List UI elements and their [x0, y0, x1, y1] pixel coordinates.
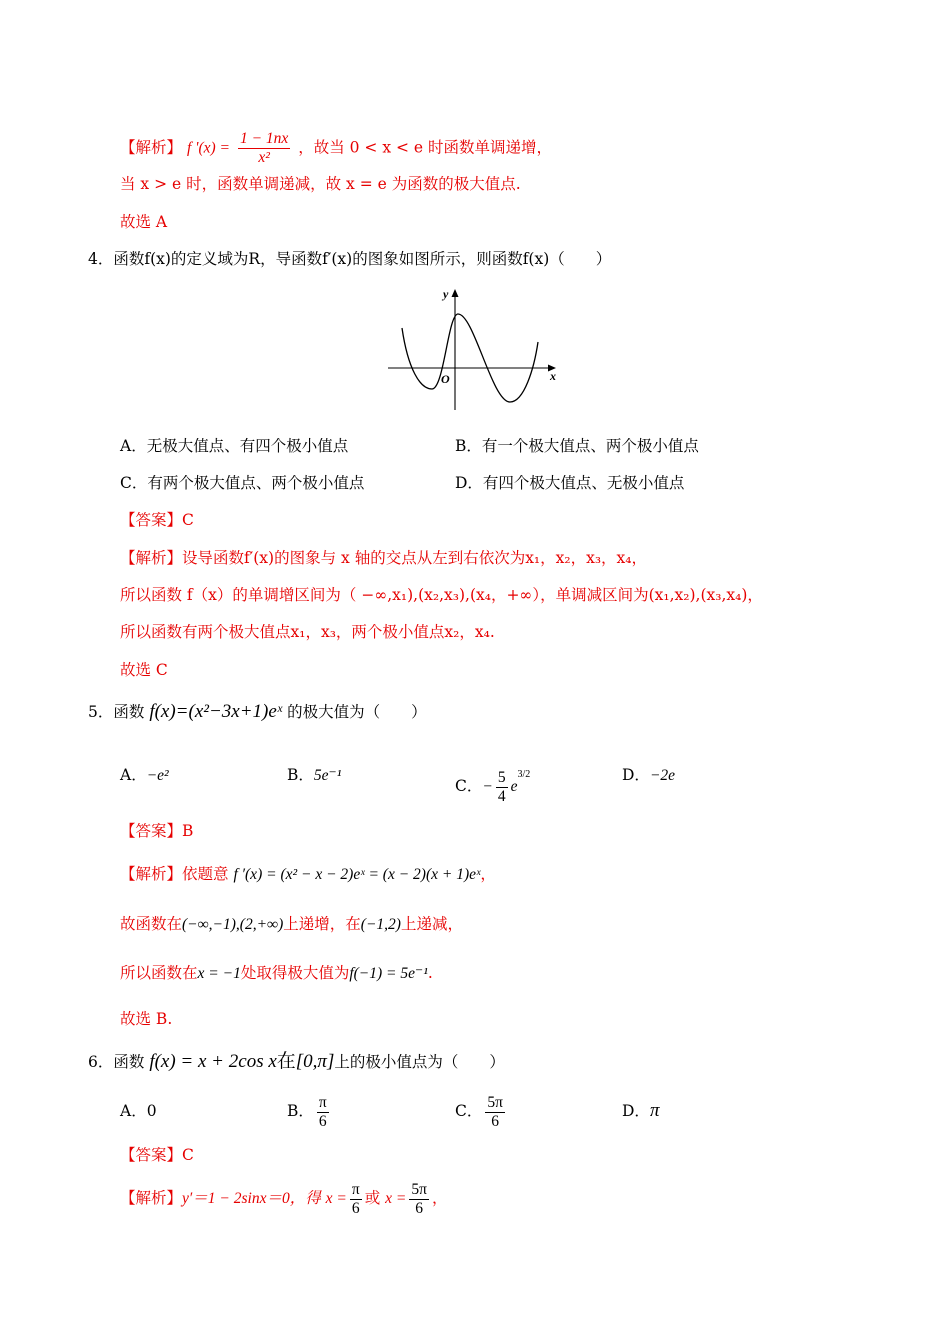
fraction-numerator: 5π — [487, 1093, 503, 1111]
option-value: −e² — [146, 767, 169, 784]
q5-conclusion: 故选 B. — [120, 1010, 173, 1028]
option-fraction — [317, 1094, 329, 1131]
fraction-numerator: π — [318, 1093, 327, 1111]
fraction-denominator: 6 — [491, 1112, 500, 1130]
fraction-denominator: x² — [258, 149, 270, 166]
option-label: C． — [455, 1102, 483, 1120]
root-var: x = — [325, 1190, 347, 1207]
y-label: y — [443, 287, 449, 301]
max-point: x = −1 — [197, 965, 241, 982]
x-label: x — [550, 369, 556, 383]
q4-option-c[interactable]: C．有两个极大值点、两个极小值点 — [120, 474, 365, 492]
derivative-formula: f ′(x) = (x² − x − 2)eˣ = (x − 2)(x + 1)eˣ — [233, 866, 481, 883]
option-label: D． — [622, 1102, 650, 1120]
q5-stem-tail: 的极大值为（ ） — [287, 703, 427, 721]
q4-stem: 4．函数f(x)的定义域为R，导函数f′(x)的图象如图所示，则函数f(x)（ ） — [88, 250, 612, 268]
root-fraction-1 — [350, 1181, 362, 1218]
q4-conclusion: 故选 C — [120, 661, 168, 679]
option-label: A． — [120, 766, 147, 784]
q4-analysis-line2: 所以函数 f（x）的单调增区间为（ −∞,x₁),(x₂,x₃),(x₄，+∞），单调减区间为(x₁,x₂),(x₃,x₄)， — [120, 586, 763, 604]
q4-answer: 【答案】C — [120, 511, 194, 529]
root-var: x = — [385, 1190, 407, 1207]
text: 上递增，在 — [283, 915, 361, 933]
q6-answer: 【答案】C — [120, 1146, 194, 1164]
option-fraction — [496, 769, 508, 806]
derivative-expr: f '(x) = — [186, 139, 230, 157]
q5-formula: f(x)=(x²−3x+1)eˣ — [149, 701, 283, 722]
q5-option-a[interactable] — [120, 765, 169, 786]
origin-label: O — [441, 372, 450, 386]
q5-analysis-line3 — [120, 963, 433, 984]
text: 上递减， — [400, 915, 463, 933]
q6-stem-tail: 上的极小值点为（ ） — [334, 1053, 505, 1071]
q4-analysis-line1: 【解析】设导函数f′(x)的图象与 x 轴的交点从左到右依次为x₁，x₂，x₃，x₄， — [120, 549, 648, 567]
root-fraction-2 — [409, 1181, 429, 1218]
punct: ， — [431, 1189, 448, 1207]
analysis-label: 【解析】 — [120, 1189, 183, 1207]
option-label: C． — [455, 777, 483, 795]
q6-option-c[interactable] — [455, 1090, 508, 1132]
option-label: B． — [287, 1102, 314, 1120]
max-value: f(−1) = 5e⁻¹ — [349, 965, 428, 982]
fraction-denominator: 6 — [318, 1112, 327, 1130]
fraction-numerator: π — [351, 1180, 360, 1198]
fraction-denominator: 6 — [351, 1199, 360, 1217]
option-value: 5e⁻¹ — [313, 767, 342, 784]
derivative-fraction — [238, 130, 290, 167]
q5-option-d[interactable] — [622, 765, 675, 786]
q4-option-d[interactable]: D．有四个极大值点、无极小值点 — [455, 474, 685, 492]
s3-conclusion: 故选 A — [120, 213, 168, 231]
option-exponent: 3/2 — [517, 769, 531, 780]
q5-analysis-line1 — [120, 864, 496, 885]
decreasing-interval: (−1,2) — [360, 916, 401, 933]
q6-zai: 在 — [276, 1050, 296, 1072]
q5-number: 5．函数 — [88, 703, 145, 721]
fraction-denominator: 6 — [415, 1199, 424, 1217]
q5-analysis-line2 — [120, 914, 463, 935]
q5-option-c[interactable]: C．− $\frac{5}{4}$ $e^{3/2}$ — [455, 768, 531, 805]
s3-analysis-line1 — [120, 130, 552, 167]
text: 故函数在 — [120, 915, 183, 933]
option-value: π — [649, 1100, 660, 1121]
option-label: B． — [287, 766, 314, 784]
q6-option-b[interactable] — [287, 1090, 332, 1132]
analysis-label: 【解析】依题意 — [120, 865, 229, 883]
derivative-equation: y′＝1 − 2sinx＝0，得 — [182, 1190, 321, 1207]
option-base-e: e — [510, 778, 518, 795]
text-or: 或 — [364, 1189, 381, 1207]
y-axis-arrow-icon — [452, 289, 459, 297]
text: 处取得极大值为 — [240, 964, 350, 982]
option-label: D． — [622, 766, 650, 784]
text: 所以函数在 — [120, 964, 198, 982]
q6-number: 6．函数 — [88, 1053, 145, 1071]
fraction-numerator: 5 — [497, 768, 506, 786]
q6-stem — [88, 1051, 505, 1072]
q4-analysis-line3: 所以函数有两个极大值点x₁，x₃，两个极小值点x₂，x₄. — [120, 623, 495, 641]
s3-analysis-line2: 当 x > e 时，函数单调递减，故 x = e 为函数的极大值点. — [120, 175, 521, 193]
fraction-denominator: 4 — [497, 787, 506, 805]
text: . — [427, 964, 433, 982]
q4-option-b[interactable]: B．有一个极大值点、两个极小值点 — [455, 437, 699, 455]
q5-answer: 【答案】B — [120, 822, 194, 840]
q5-stem — [88, 702, 427, 722]
increasing-intervals: (−∞,−1),(2,+∞) — [182, 916, 284, 933]
q4-derivative-graph — [388, 284, 560, 412]
q6-interval: [0,π] — [295, 1051, 335, 1072]
analysis-label: 【解析】 — [120, 138, 183, 157]
analysis-text: ，故当 0 < x < e 时函数单调递增， — [298, 138, 553, 157]
q5-option-b[interactable] — [287, 765, 341, 786]
q6-analysis-line1 — [120, 1177, 447, 1220]
q6-formula: f(x) = x + 2cos x — [149, 1051, 277, 1072]
option-fraction — [485, 1094, 505, 1131]
fraction-numerator: 1 − 1nx — [239, 130, 289, 147]
q6-option-a[interactable]: A．0 — [120, 1102, 157, 1120]
fraction-numerator: 5π — [411, 1180, 427, 1198]
q4-option-a[interactable]: A．无极大值点、有四个极小值点 — [120, 437, 349, 455]
punct: ， — [480, 865, 496, 883]
option-value: −2e — [649, 767, 676, 784]
derivative-curve — [402, 314, 538, 402]
q6-option-d[interactable] — [622, 1101, 659, 1121]
